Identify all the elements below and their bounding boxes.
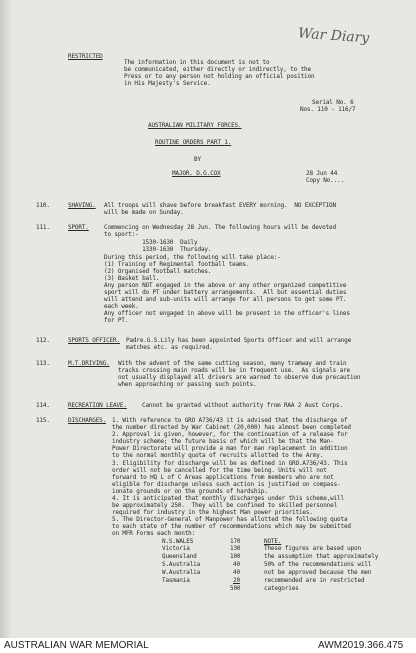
order-text: sport will do PT under battery arrangements. All but essential duties	[104, 289, 347, 296]
state-quota: 130	[230, 545, 241, 552]
order-text: 2. Approval is given, however, for the continuation of a release for	[112, 431, 348, 438]
state-quota: 40	[233, 561, 240, 568]
state-name: Victoria	[162, 545, 190, 552]
order-text: Any person NOT engaged in the above or any other organized competitive	[104, 282, 347, 289]
archive-footer	[0, 638, 416, 653]
order-text: Cannot be granted without authority from RAA 2 Aust Corps.	[142, 402, 343, 409]
order-number: 111.	[36, 224, 50, 231]
order-text: ionate grounds or on the grounds of hardship.	[112, 488, 268, 495]
order-heading: SPORTS OFFICER.	[68, 337, 120, 344]
order-number: 115.	[36, 417, 50, 424]
state-quota: 20	[233, 577, 240, 584]
order-text: During this period, the following will take place:-	[104, 254, 281, 261]
order-text: 4. It is anticipated that monthly discharges under this scheme,will	[112, 495, 344, 502]
order-text: Commencing on Wednesday 28 Jun. The following hours will be devoted	[104, 224, 336, 231]
order-text: 1530-1630 Daily	[104, 239, 198, 246]
state-quota: 170	[230, 538, 241, 545]
order-text: forward to HQ L of C Areas applications from members who are not	[112, 474, 334, 481]
order-text: to the normal monthly quota of recruits allotted to the Army.	[112, 452, 324, 459]
order-text: 5. The Director-General of Manpower has allotted the following quota	[112, 516, 348, 523]
order-text: order will not be cancelled for the time being. Units will not	[112, 467, 327, 474]
order-heading: SHAVING.	[68, 202, 96, 209]
order-text: be approximately 250. They will be confined to skilled personnel	[112, 502, 338, 509]
order-text: to sport:-	[104, 231, 139, 238]
order-text: Power Directorate will provide a man for man replacement in addition	[112, 445, 348, 452]
order-text: industry scheme; the future basis of which will be that the Man-	[112, 438, 334, 445]
state-name: N.S.WALES	[162, 538, 194, 545]
order-text: (1) Training of Regimental football teams.	[104, 261, 250, 268]
order-text: on MFR Forms each month:	[112, 530, 196, 537]
state-quota: 40	[233, 569, 240, 576]
order-text: (3) Basket ball.	[104, 275, 160, 282]
by-line: BY	[194, 156, 201, 163]
note-text: categories	[264, 585, 299, 592]
state-name: Queensland	[162, 553, 197, 560]
order-text: matches etc. as required.	[126, 344, 213, 351]
order-number: 110.	[36, 202, 50, 209]
note-heading: NOTE.	[264, 538, 282, 545]
order-text: With the advent of the same cutting season, many tramway and train	[118, 360, 347, 367]
order-heading: RECREATION LEAVE.	[68, 402, 127, 409]
notice-line: The information in this document is not to	[124, 59, 270, 66]
state-name: S.Australia	[162, 561, 201, 568]
order-text: All troops will shave before breakfast EVERY morning. NO EXCEPTION	[104, 202, 336, 209]
handwritten-annotation: War Diary	[297, 25, 370, 47]
order-heading: DISCHARGES.	[68, 417, 107, 424]
order-numbers: Nos. 110 - 116/7	[300, 106, 356, 113]
issue-date: 28 Jun 44	[306, 170, 338, 177]
order-heading: M.T.DRIVING.	[68, 360, 110, 367]
order-text: the number directed by War Cabinet (20,000) has almost been completed	[112, 424, 351, 431]
order-text: not usually displayed all drivers are warned to observe due precaution	[118, 374, 361, 381]
notice-line: in His Majesty's Service.	[124, 80, 211, 87]
footer-institution: AUSTRALIAN WAR MEMORIAL	[4, 640, 149, 651]
order-text: Any officer not engaged in above will be present in the officer's lines	[104, 310, 350, 317]
order-text: 3. Eligibility for discharge will be as defined in GRO.A736/43. This	[112, 460, 348, 467]
state-quota: 100	[230, 553, 241, 560]
copy-number: Copy No....	[306, 177, 345, 184]
document-title: AUSTRALIAN MILITARY FORCES.	[148, 122, 242, 129]
document-subtitle: ROUTINE ORDERS PART 1.	[155, 139, 232, 146]
note-text: the assumption that approximately	[264, 553, 379, 560]
serial-number: Serial No. 6	[312, 99, 354, 106]
order-text: tracks crossing main roads will be in frequent use. As signals are	[118, 367, 350, 374]
notice-line: be communicated, either directly or indirectly, to the	[124, 66, 311, 73]
order-text: when approaching or passing such points.	[118, 381, 257, 388]
order-text: Padre.G.S.Lily has been appointed Sports Officer and will arrange	[126, 337, 352, 344]
order-text: 1330-1630 Thursday.	[104, 246, 212, 253]
order-text: will attend and sub-units will arrange for all persons to get some PT.	[104, 296, 347, 303]
footer-accession-number: AWM2019.366.475	[318, 640, 404, 651]
note-text: recommended are in restricted	[264, 577, 365, 584]
order-text: required for industry in the highest Man power priorities.	[112, 509, 313, 516]
note-text: These figures are based upon	[264, 545, 361, 552]
order-text: (2) Organised football matches.	[104, 268, 212, 275]
order-text: for PT.	[104, 317, 129, 324]
order-number: 112.	[36, 337, 50, 344]
state-name: Tasmania	[162, 577, 190, 584]
order-text: each week.	[104, 303, 139, 310]
restricted-stamp: RESTRICTED	[68, 53, 103, 60]
quota-total: 500	[230, 585, 241, 592]
state-name: W.Australia	[162, 569, 201, 576]
order-text: eligible for discharge unless such action is justified on compass-	[112, 481, 341, 488]
notice-line: Press or to any person not holding an official position	[124, 73, 315, 80]
order-text: to each state of the number of recommendations which may be submitted	[112, 523, 351, 530]
order-number: 114.	[36, 402, 50, 409]
note-text: 50% of the recommendations will	[264, 561, 372, 568]
page-shadow	[0, 0, 12, 638]
order-heading: SPORT.	[68, 224, 89, 231]
issuing-officer: MAJOR. D.G.COX	[172, 170, 221, 177]
note-text: not be approved because the men	[264, 569, 372, 576]
order-text: 1. With reference to GRO A736/43 it is advised that the discharge of	[112, 417, 348, 424]
order-number: 113.	[36, 360, 50, 367]
order-text: will be made on Sunday.	[104, 209, 184, 216]
